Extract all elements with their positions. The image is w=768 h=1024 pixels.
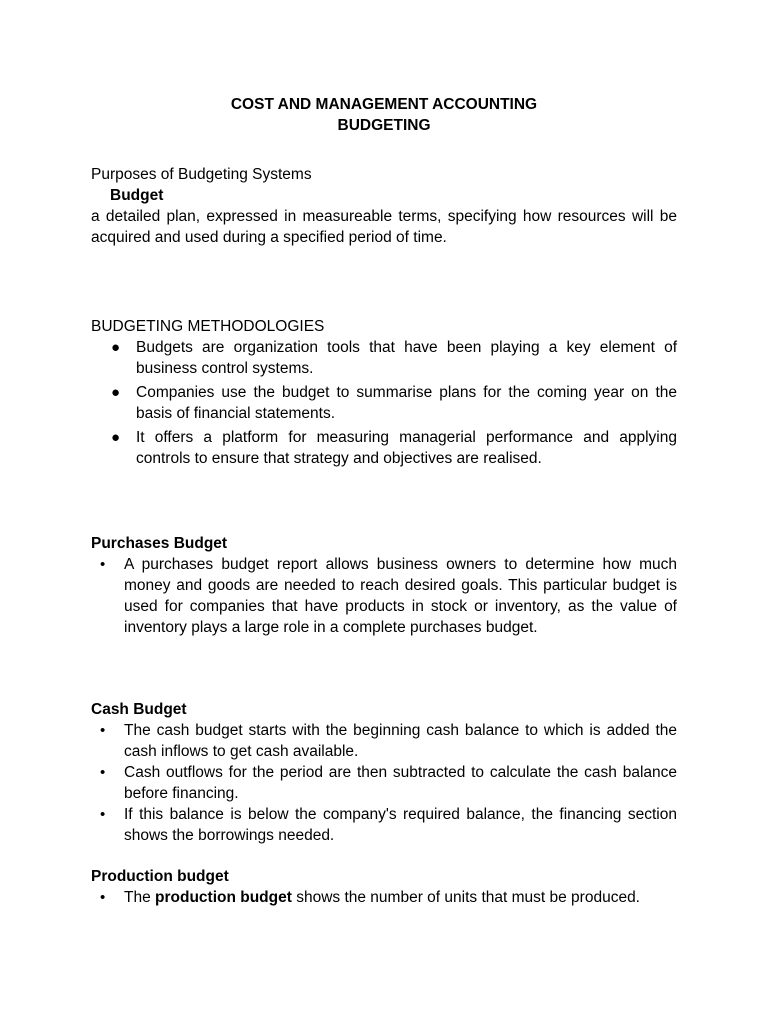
production-item-bold: production budget xyxy=(155,889,292,906)
budget-definition: a detailed plan, expressed in measureable terms, specifying how resources will be acquired and used during a specified period of time. xyxy=(91,208,677,246)
purchases-section xyxy=(91,533,677,638)
cash-list xyxy=(91,720,677,846)
purposes-section xyxy=(91,164,677,248)
list-item-text: A purchases budget report allows business owners to determine how much money and goods are needed to reach desired goals. This particular budget is used for companies that have products in stock or inventory, as the value of inventory plays a large role in a complete purchases budget. xyxy=(124,556,677,636)
bullet-icon: ● xyxy=(111,384,121,401)
cash-section xyxy=(91,699,677,846)
production-list xyxy=(91,887,677,908)
list-item-text: The cash budget starts with the beginning cash balance to which is added the cash inflows to get cash available. xyxy=(124,722,677,760)
methodologies-section xyxy=(91,316,677,472)
document-title: COST AND MANAGEMENT ACCOUNTING xyxy=(230,96,538,113)
purchases-list xyxy=(91,554,677,638)
list-item xyxy=(91,720,677,762)
bullet-icon: • xyxy=(100,764,106,781)
list-item xyxy=(91,887,677,908)
list-item-text: Budgets are organization tools that have been playing a key element of business control systems. xyxy=(136,339,677,377)
cash-heading: Cash Budget xyxy=(91,701,187,718)
list-item-text xyxy=(124,889,640,906)
document-header xyxy=(0,94,768,136)
methodologies-list xyxy=(91,337,677,469)
production-section xyxy=(91,866,677,908)
list-item-text: Companies use the budget to summarise plans for the coming year on the basis of financial statements. xyxy=(136,384,677,422)
bullet-icon: • xyxy=(100,889,106,906)
methodologies-heading: BUDGETING METHODOLOGIES xyxy=(91,318,325,335)
list-item xyxy=(91,804,677,846)
bullet-icon: • xyxy=(100,556,106,573)
bullet-icon: • xyxy=(100,722,106,739)
list-item xyxy=(91,762,677,804)
list-item xyxy=(91,427,677,469)
list-item xyxy=(91,382,677,424)
list-item-text: Cash outflows for the period are then subtracted to calculate the cash balance before financing. xyxy=(124,764,677,802)
budget-term: Budget xyxy=(110,187,164,204)
list-item xyxy=(91,337,677,379)
bullet-icon: ● xyxy=(111,339,121,356)
production-item-suffix: shows the number of units that must be produced. xyxy=(291,889,640,906)
bullet-icon: ● xyxy=(111,429,121,446)
list-item-text: If this balance is below the company's required balance, the financing section shows the borrowings needed. xyxy=(124,806,677,844)
list-item xyxy=(91,554,677,638)
production-heading: Production budget xyxy=(91,868,229,885)
list-item-text: It offers a platform for measuring managerial performance and applying controls to ensure that strategy and objectives are realised. xyxy=(136,429,677,467)
bullet-icon: • xyxy=(100,806,106,823)
purposes-heading: Purposes of Budgeting Systems xyxy=(91,166,312,183)
document-subtitle: BUDGETING xyxy=(337,117,431,134)
production-item-prefix: The xyxy=(124,889,156,906)
purchases-heading: Purchases Budget xyxy=(91,535,228,552)
